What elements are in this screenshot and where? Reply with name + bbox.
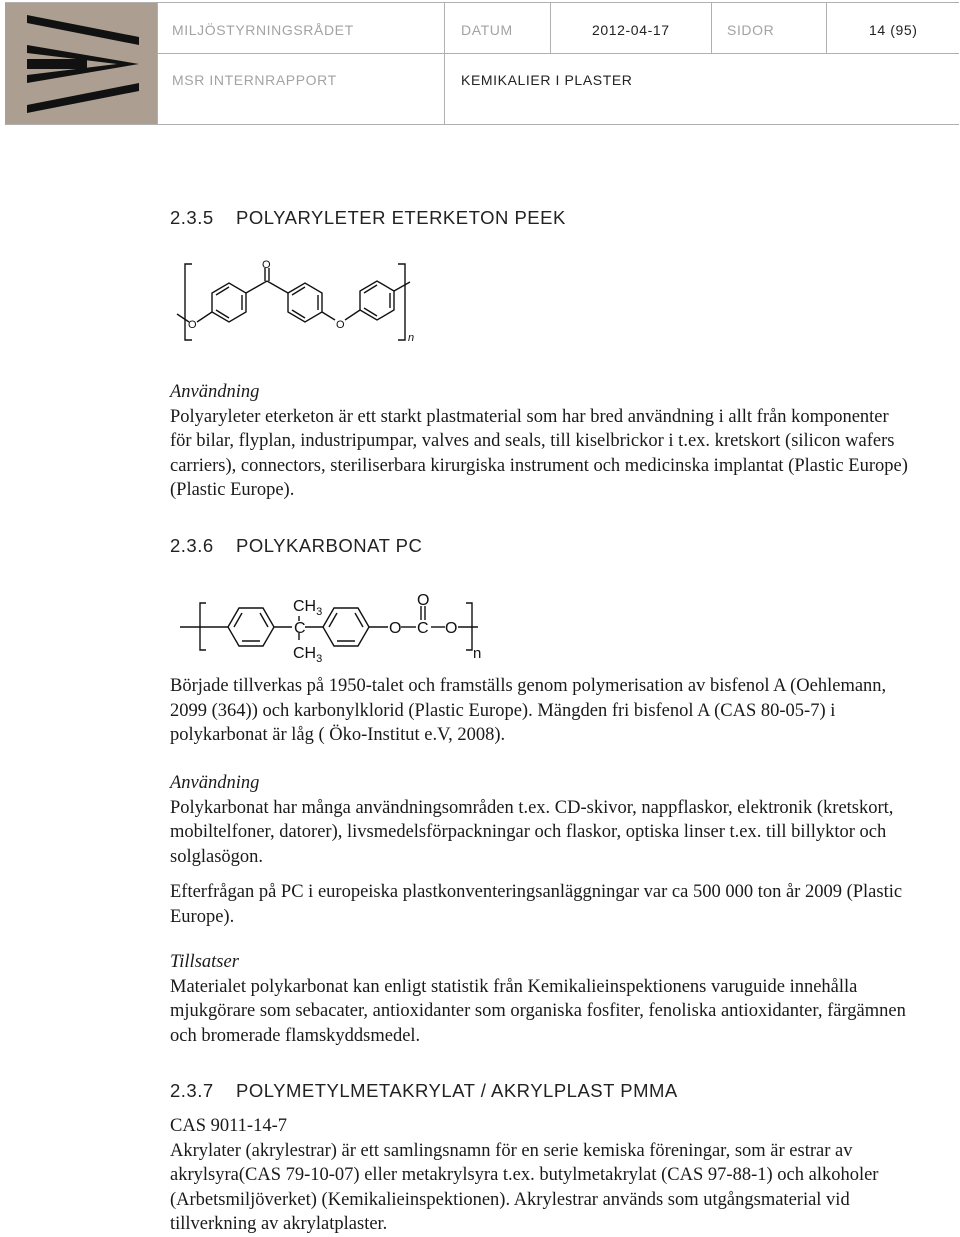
section-title: POLYKARBONAT PC	[236, 535, 423, 556]
peek-structure-diagram	[172, 256, 422, 346]
oxygen-label: O	[445, 620, 458, 637]
intro-text: Började tillverkas på 1950-talet och framställs genom polymerisation av bisfenol A (Oehlemann, 2099 (364)) och karbonylklorid (Plastic Europe). Mängden fri bisfenol A (CAS 80-05-7) i polykarbonat är låg ( Öko-Institut e.V, 2008).	[170, 676, 887, 745]
pmma-body	[170, 1114, 910, 1237]
methyl-label: $CH_3$	[293, 598, 323, 618]
report-type: MSR INTERNRAPPORT	[172, 72, 337, 88]
usage-heading: Användning	[170, 382, 260, 402]
section-number: 2.3.5	[170, 207, 214, 228]
oxygen-label: O	[336, 319, 345, 331]
carbon-label: C	[294, 620, 306, 637]
section-heading-pmma	[170, 1080, 678, 1102]
date-label: DATUM	[461, 22, 513, 38]
additives-heading: Tillsatser	[170, 952, 239, 972]
usage-heading: Användning	[170, 773, 260, 793]
section-heading-pc	[170, 535, 422, 557]
pages-label: SIDOR	[727, 22, 775, 38]
repeat-unit-label: n	[408, 332, 415, 344]
oxygen-label: O	[188, 319, 197, 331]
section-number: 2.3.7	[170, 1080, 214, 1101]
org-name: MILJÖSTYRNINGSRÅDET	[172, 22, 354, 38]
peek-usage	[170, 380, 910, 503]
demand-text: Efterfrågan på PC i europeiska plastkonventeringsanläggningar var ca 500 000 ton år 2009 (Plastic Europe).	[170, 882, 903, 927]
pc-intro	[170, 674, 910, 748]
carbonyl-carbon-label: C	[417, 620, 429, 637]
oxygen-label: O	[389, 620, 402, 637]
usage-text: Polyaryleter eterketon är ett starkt plastmaterial som har bred användning i allt från komponenter för bilar, flyplan, industripumpar, valves and seals, till kiselbrickor i t.ex. kretskort (silicon wafers carriers), connectors, steriliserbara kirurgiska instrument och medicinska implantat (Plastic Europe) (Plastic Europe).	[170, 406, 908, 500]
pages-value: 14 (95)	[869, 22, 918, 38]
pc-usage	[170, 771, 910, 869]
section-number: 2.3.6	[170, 535, 214, 556]
pmma-text: Akrylater (akrylestrar) är ett samlingsnamn för en serie kemiska föreningar, som är estrar av akrylsyra(CAS 79-10-07) eller metakrylsyra t.ex. butylmetakrylat (CAS 97-88-1) och alkoholer (Arbetsmiljöverket) (Kemikalieinspektionen). Akrylestrar används som utgångsmaterial vid tillverkning av akrylatplaster.	[170, 1140, 879, 1234]
date-value: 2012-04-17	[592, 22, 670, 38]
page-header	[5, 2, 959, 125]
section-title: POLYMETYLMETAKRYLAT / AKRYLPLAST PMMA	[236, 1080, 678, 1101]
pc-structure-diagram	[178, 588, 498, 668]
report-title: KEMIKALIER I PLASTER	[461, 72, 633, 88]
additives-text: Materialet polykarbonat kan enligt statistik från Kemikalieinspektionens varuguide innehålla mjukgörare som sebacater, antioxidanter som organiska fosfiter, fenoliska antioxidanter, färgämnen och bromerade flamskyddsmedel.	[170, 976, 906, 1046]
section-heading-peek	[170, 207, 566, 229]
pc-additives	[170, 950, 910, 1048]
repeat-unit-label: n	[473, 645, 482, 662]
section-title: POLYARYLETER ETERKETON PEEK	[236, 207, 566, 228]
cas-number: CAS 9011-14-7	[170, 1116, 287, 1136]
logo	[5, 3, 158, 124]
carbonyl-oxygen-label: O	[417, 592, 430, 609]
methyl-label: $CH_3$	[293, 645, 323, 665]
logo-mark-icon	[27, 15, 139, 113]
oxygen-label: O	[262, 259, 271, 271]
usage-text: Polykarbonat har många användningsområden t.ex. CD-skivor, nappflaskor, elektronik (kretskort, mobiltelfoner, datorer), livsmedelsförpackningar och flaskor, optiska linser t.ex. till billyktor och solglasögon.	[170, 797, 894, 867]
pc-demand	[170, 880, 910, 929]
